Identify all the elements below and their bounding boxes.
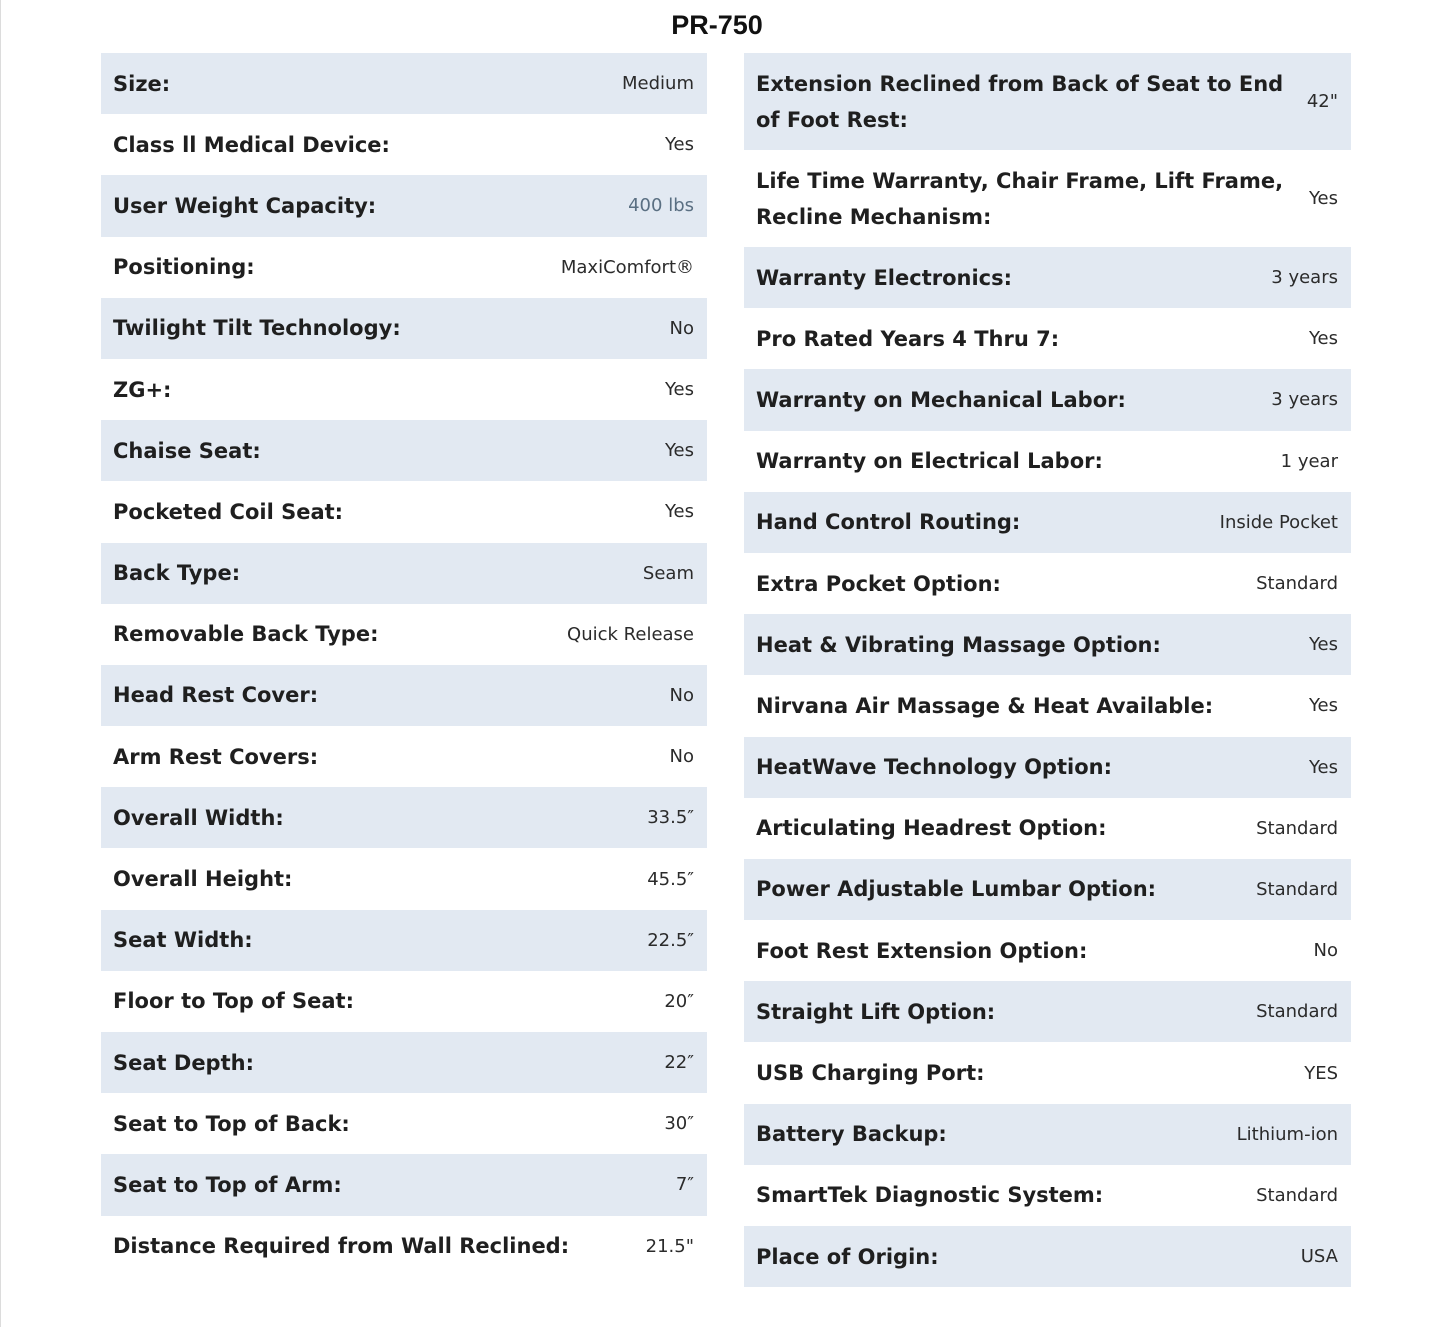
spec-row bbox=[101, 543, 707, 604]
spec-row bbox=[101, 359, 707, 420]
spec-value: 45.5″ bbox=[647, 868, 694, 890]
spec-value: USA bbox=[1300, 1246, 1338, 1268]
spec-label: Warranty Electronics: bbox=[756, 265, 1013, 290]
spec-label: Twilight Tilt Technology: bbox=[113, 316, 401, 341]
spec-label: Positioning: bbox=[113, 255, 255, 280]
spec-value: No bbox=[669, 317, 694, 339]
spec-row bbox=[744, 1226, 1351, 1287]
spec-value: Quick Release bbox=[567, 623, 694, 645]
left-spec-table bbox=[101, 53, 707, 1277]
spec-row bbox=[101, 726, 707, 787]
spec-row bbox=[744, 798, 1351, 859]
spec-label: Articulating Headrest Option: bbox=[756, 816, 1107, 841]
spec-value: Yes bbox=[664, 379, 694, 401]
spec-value: No bbox=[669, 684, 694, 706]
spec-row bbox=[744, 859, 1351, 920]
spec-value: 400 lbs bbox=[628, 195, 694, 217]
spec-label: Seat to Top of Arm: bbox=[113, 1172, 342, 1197]
spec-value: 22″ bbox=[664, 1052, 694, 1074]
spec-row bbox=[744, 369, 1351, 430]
spec-value: Standard bbox=[1256, 1001, 1338, 1023]
spec-row bbox=[744, 981, 1351, 1042]
spec-value: Inside Pocket bbox=[1219, 511, 1338, 533]
spec-value: 22.5″ bbox=[647, 929, 694, 951]
spec-value: Standard bbox=[1256, 573, 1338, 595]
spec-label: Place of Origin: bbox=[756, 1244, 939, 1269]
spec-label: Distance Required from Wall Reclined: bbox=[113, 1234, 570, 1259]
spec-label: Size: bbox=[113, 71, 171, 96]
spec-value: Yes bbox=[664, 501, 694, 523]
spec-row bbox=[744, 614, 1351, 675]
spec-row bbox=[101, 971, 707, 1032]
spec-label: SmartTek Diagnostic System: bbox=[756, 1183, 1104, 1208]
spec-row bbox=[101, 1093, 707, 1154]
spec-row bbox=[101, 114, 707, 175]
spec-value: No bbox=[669, 746, 694, 768]
spec-label: Head Rest Cover: bbox=[113, 683, 319, 708]
spec-value: Yes bbox=[1308, 634, 1338, 656]
spec-value: Medium bbox=[622, 73, 694, 95]
spec-label: Extra Pocket Option: bbox=[756, 571, 1001, 596]
right-spec-table bbox=[744, 53, 1351, 1287]
spec-value: Standard bbox=[1256, 817, 1338, 839]
spec-label: Removable Back Type: bbox=[113, 622, 379, 647]
spec-label: Battery Backup: bbox=[756, 1122, 947, 1147]
spec-row bbox=[101, 604, 707, 665]
spec-value: Yes bbox=[664, 134, 694, 156]
spec-label: Hand Control Routing: bbox=[756, 510, 1021, 535]
spec-value: Yes bbox=[1308, 188, 1338, 209]
spec-value: 3 years bbox=[1271, 389, 1338, 411]
spec-value: Yes bbox=[1308, 328, 1338, 350]
spec-label: Seat Depth: bbox=[113, 1050, 254, 1075]
spec-value: 7″ bbox=[675, 1174, 694, 1196]
spec-value: Standard bbox=[1256, 1184, 1338, 1206]
spec-label: Pocketed Coil Seat: bbox=[113, 499, 344, 524]
spec-label: Class ll Medical Device: bbox=[113, 132, 390, 157]
spec-label: Overall Height: bbox=[113, 867, 293, 892]
spec-value: 30″ bbox=[664, 1113, 694, 1135]
spec-value: 33.5″ bbox=[647, 807, 694, 829]
spec-row bbox=[744, 492, 1351, 553]
spec-row bbox=[101, 53, 707, 114]
spec-label: Heat & Vibrating Massage Option: bbox=[756, 632, 1161, 657]
spec-label: Straight Lift Option: bbox=[756, 999, 996, 1024]
spec-label: Chaise Seat: bbox=[113, 438, 261, 463]
spec-row bbox=[744, 53, 1351, 150]
spec-row bbox=[101, 298, 707, 359]
spec-row bbox=[101, 910, 707, 971]
spec-label: HeatWave Technology Option: bbox=[756, 755, 1112, 780]
spec-value: Standard bbox=[1256, 878, 1338, 900]
spec-row bbox=[744, 553, 1351, 614]
spec-row bbox=[744, 920, 1351, 981]
spec-row bbox=[744, 1042, 1351, 1103]
spec-label: Warranty on Electrical Labor: bbox=[756, 449, 1103, 474]
spec-row bbox=[101, 1154, 707, 1215]
spec-label: Seat Width: bbox=[113, 928, 253, 953]
spec-value: 21.5" bbox=[645, 1235, 694, 1257]
spec-value: MaxiComfort® bbox=[560, 256, 694, 278]
spec-value: 3 years bbox=[1271, 267, 1338, 289]
spec-row bbox=[101, 481, 707, 542]
spec-row bbox=[744, 150, 1351, 247]
spec-row bbox=[744, 431, 1351, 492]
spec-label: Seat to Top of Back: bbox=[113, 1111, 350, 1136]
page-left-border bbox=[0, 0, 1, 1327]
spec-row bbox=[101, 237, 707, 298]
spec-label: Warranty on Mechanical Labor: bbox=[756, 387, 1126, 412]
spec-label: User Weight Capacity: bbox=[113, 193, 377, 218]
spec-row bbox=[101, 848, 707, 909]
spec-label: Life Time Warranty, Chair Frame, Lift Frame, Recline Mechanism: bbox=[756, 168, 1284, 229]
spec-value: 20″ bbox=[664, 990, 694, 1012]
spec-row bbox=[101, 175, 707, 236]
spec-row bbox=[744, 308, 1351, 369]
spec-row bbox=[744, 247, 1351, 308]
spec-row bbox=[101, 420, 707, 481]
spec-label: Extension Reclined from Back of Seat to End of Foot Rest: bbox=[756, 71, 1284, 132]
spec-row bbox=[101, 1216, 707, 1277]
spec-row bbox=[101, 787, 707, 848]
spec-value: Yes bbox=[1308, 695, 1338, 717]
spec-row bbox=[744, 675, 1351, 736]
spec-value: Yes bbox=[1308, 756, 1338, 778]
spec-row bbox=[101, 665, 707, 726]
spec-label: Overall Width: bbox=[113, 805, 284, 830]
spec-label: Arm Rest Covers: bbox=[113, 744, 319, 769]
spec-row bbox=[744, 1104, 1351, 1165]
spec-value: No bbox=[1313, 940, 1338, 962]
spec-label: Foot Rest Extension Option: bbox=[756, 938, 1088, 963]
spec-label: Pro Rated Years 4 Thru 7: bbox=[756, 326, 1060, 351]
spec-label: Nirvana Air Massage & Heat Available: bbox=[756, 693, 1214, 718]
spec-label: ZG+: bbox=[113, 377, 172, 402]
spec-value: Yes bbox=[664, 440, 694, 462]
spec-label: Power Adjustable Lumbar Option: bbox=[756, 877, 1157, 902]
spec-label: Back Type: bbox=[113, 561, 241, 586]
spec-label: USB Charging Port: bbox=[756, 1061, 985, 1086]
spec-label: Floor to Top of Seat: bbox=[113, 989, 354, 1014]
spec-value: 42" bbox=[1306, 91, 1338, 112]
spec-value: YES bbox=[1304, 1062, 1338, 1084]
spec-value: Lithium-ion bbox=[1236, 1123, 1338, 1145]
spec-row bbox=[744, 737, 1351, 798]
spec-value: Seam bbox=[642, 562, 694, 584]
spec-row bbox=[101, 1032, 707, 1093]
spec-value: 1 year bbox=[1280, 450, 1338, 472]
page-title: PR-750 bbox=[671, 10, 763, 40]
spec-row bbox=[744, 1165, 1351, 1226]
